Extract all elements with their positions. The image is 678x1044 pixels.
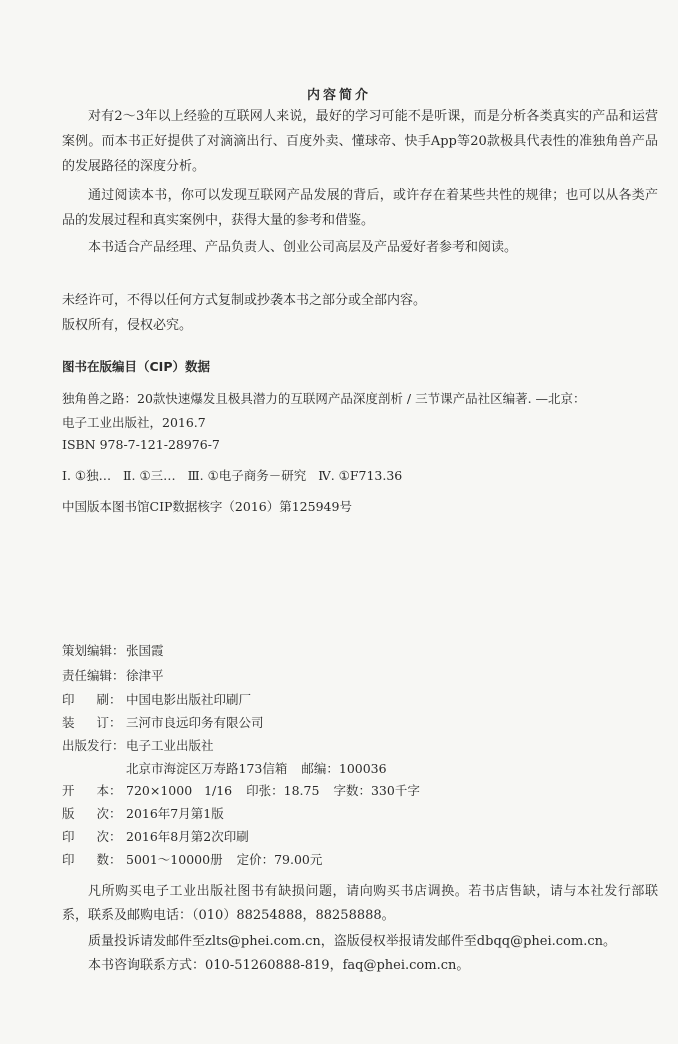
edition-value: 2016年7月第1版 xyxy=(126,806,224,821)
return-policy: 凡所购买电子工业出版社图书有缺损问题，请向购买书店调换。若书店售缺，请与本社发行部联系，联系及邮购电话：（010）88254888，88258888。 xyxy=(62,884,658,923)
edition-label: 版 次： xyxy=(62,806,122,821)
format-value: 720×1000 1/16 xyxy=(126,783,233,798)
rights-reserved: 版权所有，侵权必究。 xyxy=(62,318,193,333)
cip-isbn: ISBN 978-7-121-28976-7 xyxy=(62,437,220,452)
sheets-value: 18.75 xyxy=(283,783,320,798)
price-value: 79.00元 xyxy=(274,852,323,867)
quantity-value: 5001～10000册 xyxy=(126,852,223,867)
binding-value: 三河市良远印务有限公司 xyxy=(126,715,264,730)
planner-value: 张国霞 xyxy=(126,643,164,658)
price-label: 定价： xyxy=(236,852,275,867)
publisher-label: 出版发行： xyxy=(62,738,125,753)
printer-row xyxy=(62,690,251,710)
editor-value: 徐津平 xyxy=(126,668,164,683)
sheets-label: 印张： xyxy=(246,783,284,798)
impression-row xyxy=(62,827,249,847)
cip-title: 图书在版编目（CIP）数据 xyxy=(62,359,210,374)
publisher-row xyxy=(62,736,214,756)
words-value: 330千字 xyxy=(370,783,420,798)
format-label: 开 本： xyxy=(62,783,122,798)
printer-label: 印 刷： xyxy=(62,692,122,707)
cip-book-title: 独角兽之路：20款快速爆发且极具潜力的互联网产品深度剖析 / 三节课产品社区编著. —北京： xyxy=(62,391,586,406)
intro-title: 内容简介 xyxy=(306,88,371,103)
format-row xyxy=(62,781,420,801)
edition-row xyxy=(62,804,224,824)
publisher-value: 电子工业出版社 xyxy=(126,738,214,753)
impression-label: 印 次： xyxy=(62,829,122,844)
quantity-row xyxy=(62,850,322,870)
editor-row xyxy=(62,666,164,686)
quantity-label: 印 数： xyxy=(62,852,122,867)
intro-paragraph-2: 通过阅读本书，你可以发现互联网产品发展的背后，或许存在着某些共性的规律；也可以从各类产品的发展过程和真实案例中，获得大量的参考和借鉴。 xyxy=(62,188,658,228)
editor-label: 责任编辑： xyxy=(62,668,125,683)
address-row xyxy=(62,759,387,779)
planner-label: 策划编辑： xyxy=(62,643,125,658)
binding-row xyxy=(62,713,264,733)
consult-contact: 本书咨询联系方式：010-51260888-819，faq@phei.com.cn。 xyxy=(88,958,470,973)
cip-publisher-line: 电子工业出版社，2016.7 xyxy=(62,415,206,430)
complaint-contact: 质量投诉请发邮件至zlts@phei.com.cn，盗版侵权举报请发邮件至dbqq@phei.com.cn。 xyxy=(88,934,616,949)
binding-label: 装 订： xyxy=(62,715,122,730)
cip-classification: Ⅰ. ①独… Ⅱ. ①三… Ⅲ. ①电子商务－研究 Ⅳ. ①F713.36 xyxy=(62,468,403,483)
copyright-notice: 未经许可，不得以任何方式复制或抄袭本书之部分或全部内容。 xyxy=(62,293,427,308)
planner-row xyxy=(62,641,164,661)
words-label: 字数： xyxy=(333,783,371,798)
postcode-value: 100036 xyxy=(338,761,387,776)
intro-paragraph-1: 对有2～3年以上经验的互联网人来说，最好的学习可能不是听课，而是分析各类真实的产品和运营案例。而本书正好提供了对滴滴出行、百度外卖、懂球帝、快手App等20款极具代表性的准独角兽产品的发展路径的深度分析。 xyxy=(62,109,658,174)
intro-paragraph-3: 本书适合产品经理、产品负责人、创业公司高层及产品爱好者参考和阅读。 xyxy=(88,240,518,255)
cip-record-number: 中国版本图书馆CIP数据核字（2016）第125949号 xyxy=(62,499,352,514)
postcode-label: 邮编： xyxy=(301,761,339,776)
impression-value: 2016年8月第2次印刷 xyxy=(126,829,249,844)
printer-value: 中国电影出版社印刷厂 xyxy=(126,692,252,707)
address-value: 北京市海淀区万寿路173信箱 xyxy=(126,761,288,776)
